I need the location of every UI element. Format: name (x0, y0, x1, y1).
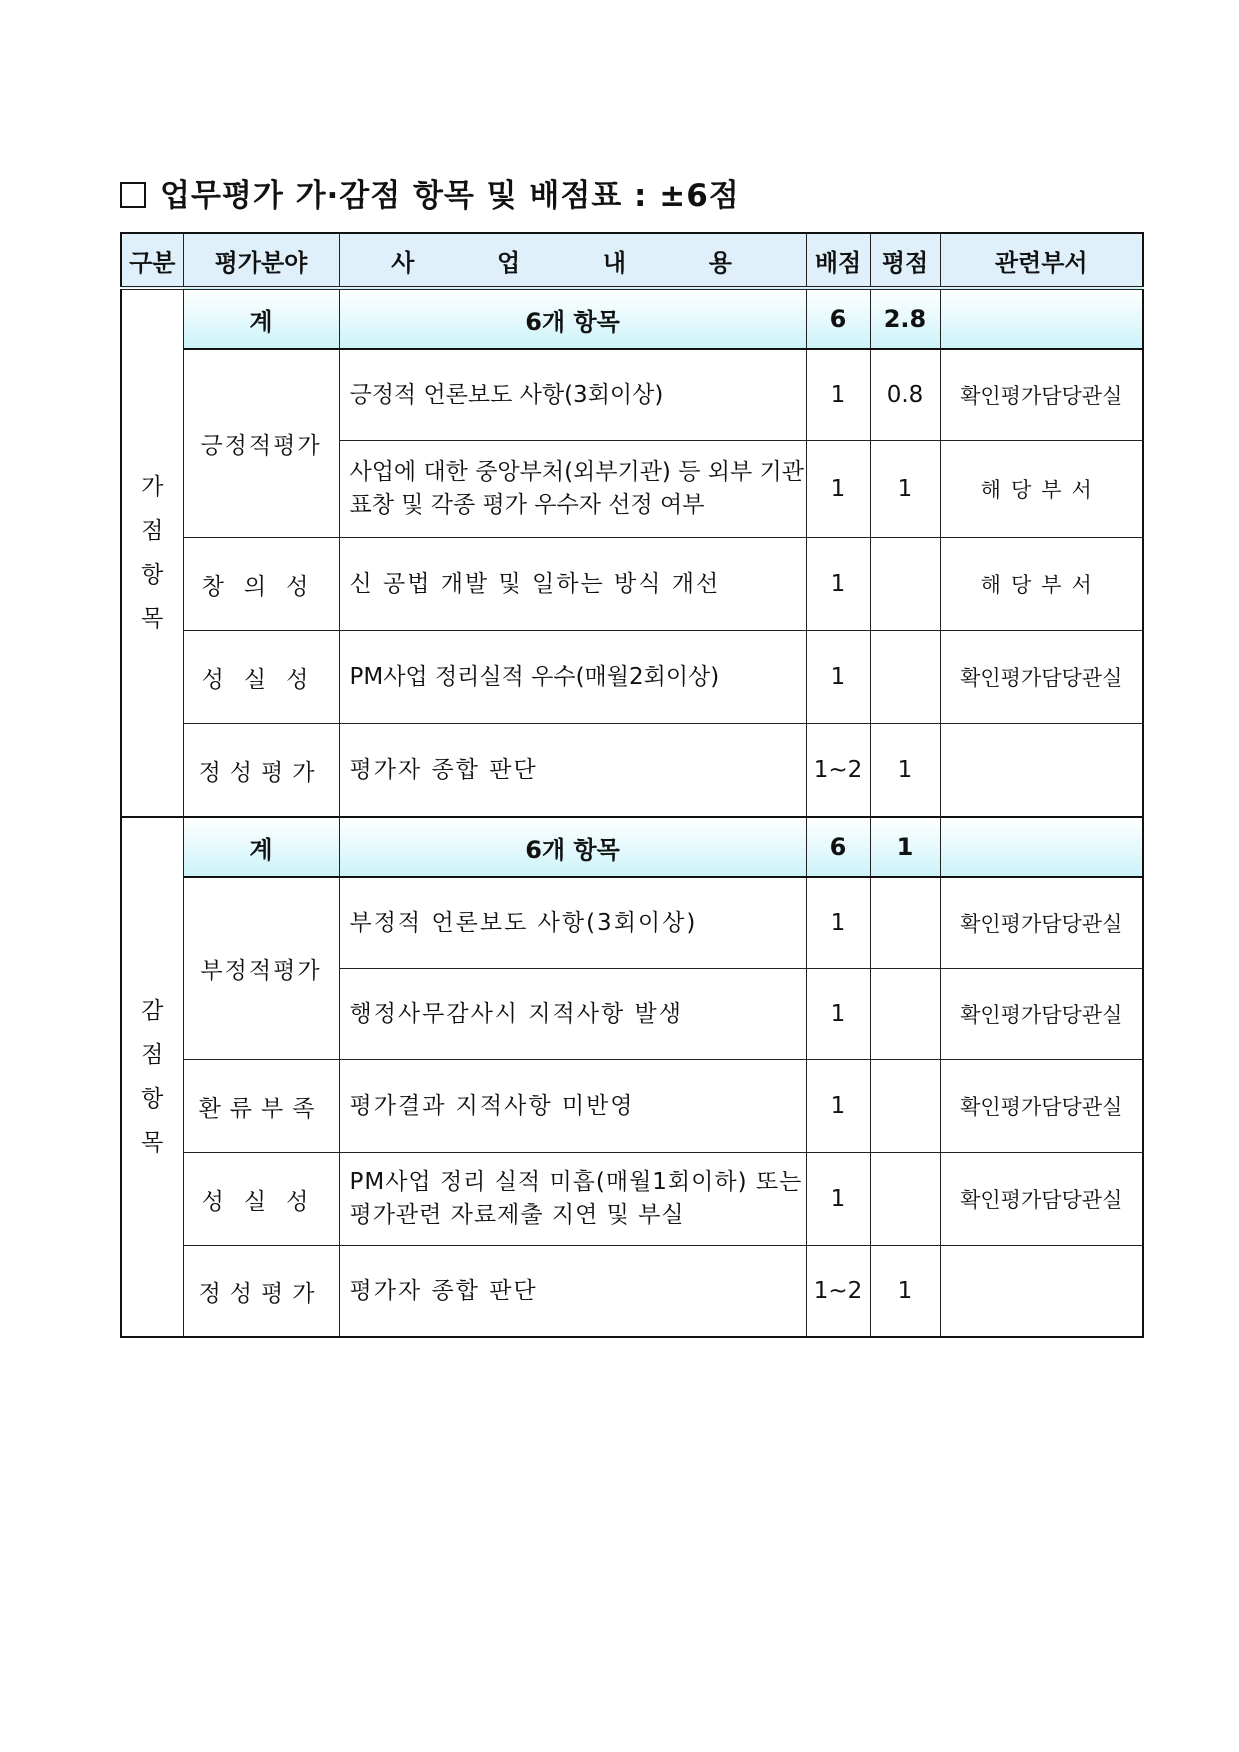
bonus-label-char: 항 (141, 562, 164, 588)
summary-content: 6개 항목 (339, 817, 806, 877)
summary-field: 계 (183, 288, 339, 349)
summary-score: 2.8 (870, 288, 940, 349)
summary-field: 계 (183, 817, 339, 877)
dept-cell: 해당부서 (940, 441, 1143, 538)
dept-cell: 확인평가담당관실 (940, 877, 1143, 969)
points-cell: 1 (806, 877, 870, 969)
table-row (121, 724, 1143, 818)
dept-cell: 확인평가담당관실 (940, 1153, 1143, 1246)
summary-score: 1 (870, 817, 940, 877)
content-cell: 평가자 종합 판단 (339, 724, 806, 818)
table-row (121, 1246, 1143, 1338)
field-cell: 창의성 (183, 538, 339, 631)
header-points: 배점 (806, 233, 870, 288)
points-cell: 1 (806, 1153, 870, 1246)
header-field: 평가분야 (183, 233, 339, 288)
bonus-summary-row (121, 288, 1143, 349)
score-cell: 1 (870, 1246, 940, 1338)
penalty-section (121, 817, 1143, 1337)
dept-cell (940, 1246, 1143, 1338)
header-category: 구분 (121, 233, 183, 288)
dept-cell: 확인평가담당관실 (940, 969, 1143, 1060)
checkbox-square-icon (120, 182, 146, 208)
bonus-label-char: 목 (141, 606, 164, 632)
header-content: 사 업 내 용 (339, 233, 806, 288)
content-cell: PM사업 정리 실적 미흡(매월1회이하) 또는 평가관련 자료제출 지연 및 부실 (339, 1153, 806, 1246)
points-cell: 1~2 (806, 1246, 870, 1338)
score-cell (870, 969, 940, 1060)
content-cell: 행정사무감사시 지적사항 발생 (339, 969, 806, 1060)
score-cell (870, 538, 940, 631)
score-cell (870, 1153, 940, 1246)
summary-content: 6개 항목 (339, 288, 806, 349)
summary-dept (940, 817, 1143, 877)
table-header-row (121, 233, 1143, 288)
content-cell: 긍정적 언론보도 사항(3회이상) (339, 349, 806, 441)
header-dept: 관련부서 (940, 233, 1143, 288)
table-row (121, 1153, 1143, 1246)
score-cell: 1 (870, 724, 940, 818)
content-cell: 신 공법 개발 및 일하는 방식 개선 (339, 538, 806, 631)
bonus-label-char: 가 (141, 474, 164, 500)
table-row (121, 538, 1143, 631)
page-title (120, 170, 740, 215)
dept-cell: 확인평가담당관실 (940, 349, 1143, 441)
points-cell: 1 (806, 538, 870, 631)
points-cell: 1 (806, 1060, 870, 1153)
table-row (121, 1060, 1143, 1153)
points-cell: 1 (806, 631, 870, 724)
penalty-label-char: 항 (141, 1086, 164, 1112)
content-cell: 부정적 언론보도 사항(3회이상) (339, 877, 806, 969)
score-cell (870, 877, 940, 969)
summary-dept (940, 288, 1143, 349)
score-table (120, 232, 1144, 1338)
field-cell: 정성평가 (183, 724, 339, 818)
dept-cell: 확인평가담당관실 (940, 1060, 1143, 1153)
score-cell (870, 631, 940, 724)
bonus-label-char: 점 (141, 518, 164, 544)
points-cell: 1~2 (806, 724, 870, 818)
content-cell: 평가결과 지적사항 미반영 (339, 1060, 806, 1153)
score-cell: 1 (870, 441, 940, 538)
score-cell (870, 1060, 940, 1153)
dept-cell: 확인평가담당관실 (940, 631, 1143, 724)
dept-cell (940, 724, 1143, 818)
summary-points: 6 (806, 288, 870, 349)
field-cell: 환류부족 (183, 1060, 339, 1153)
field-cell: 긍정적평가 (183, 349, 339, 538)
content-cell: PM사업 정리실적 우수(매월2회이상) (339, 631, 806, 724)
penalty-label-char: 감 (141, 998, 164, 1024)
content-cell: 평가자 종합 판단 (339, 1246, 806, 1338)
dept-cell: 해당부서 (940, 538, 1143, 631)
penalty-category-label (121, 817, 183, 1337)
header-score: 평점 (870, 233, 940, 288)
score-cell: 0.8 (870, 349, 940, 441)
penalty-label-char: 목 (141, 1130, 164, 1156)
summary-points: 6 (806, 817, 870, 877)
table-row (121, 877, 1143, 969)
content-cell: 사업에 대한 중앙부처(외부기관) 등 외부 기관 표창 및 각종 평가 우수자 선정 여부 (339, 441, 806, 538)
bonus-category-label (121, 288, 183, 817)
penalty-label-char: 점 (141, 1042, 164, 1068)
field-cell: 성실성 (183, 1153, 339, 1246)
points-cell: 1 (806, 969, 870, 1060)
points-cell: 1 (806, 441, 870, 538)
field-cell: 정성평가 (183, 1246, 339, 1338)
field-cell: 부정적평가 (183, 877, 339, 1060)
table-row (121, 631, 1143, 724)
bonus-section (121, 288, 1143, 817)
page-title-text: 업무평가 가·감점 항목 및 배점표 : ±6점 (160, 178, 740, 214)
penalty-summary-row (121, 817, 1143, 877)
points-cell: 1 (806, 349, 870, 441)
table-row (121, 349, 1143, 441)
field-cell: 성실성 (183, 631, 339, 724)
